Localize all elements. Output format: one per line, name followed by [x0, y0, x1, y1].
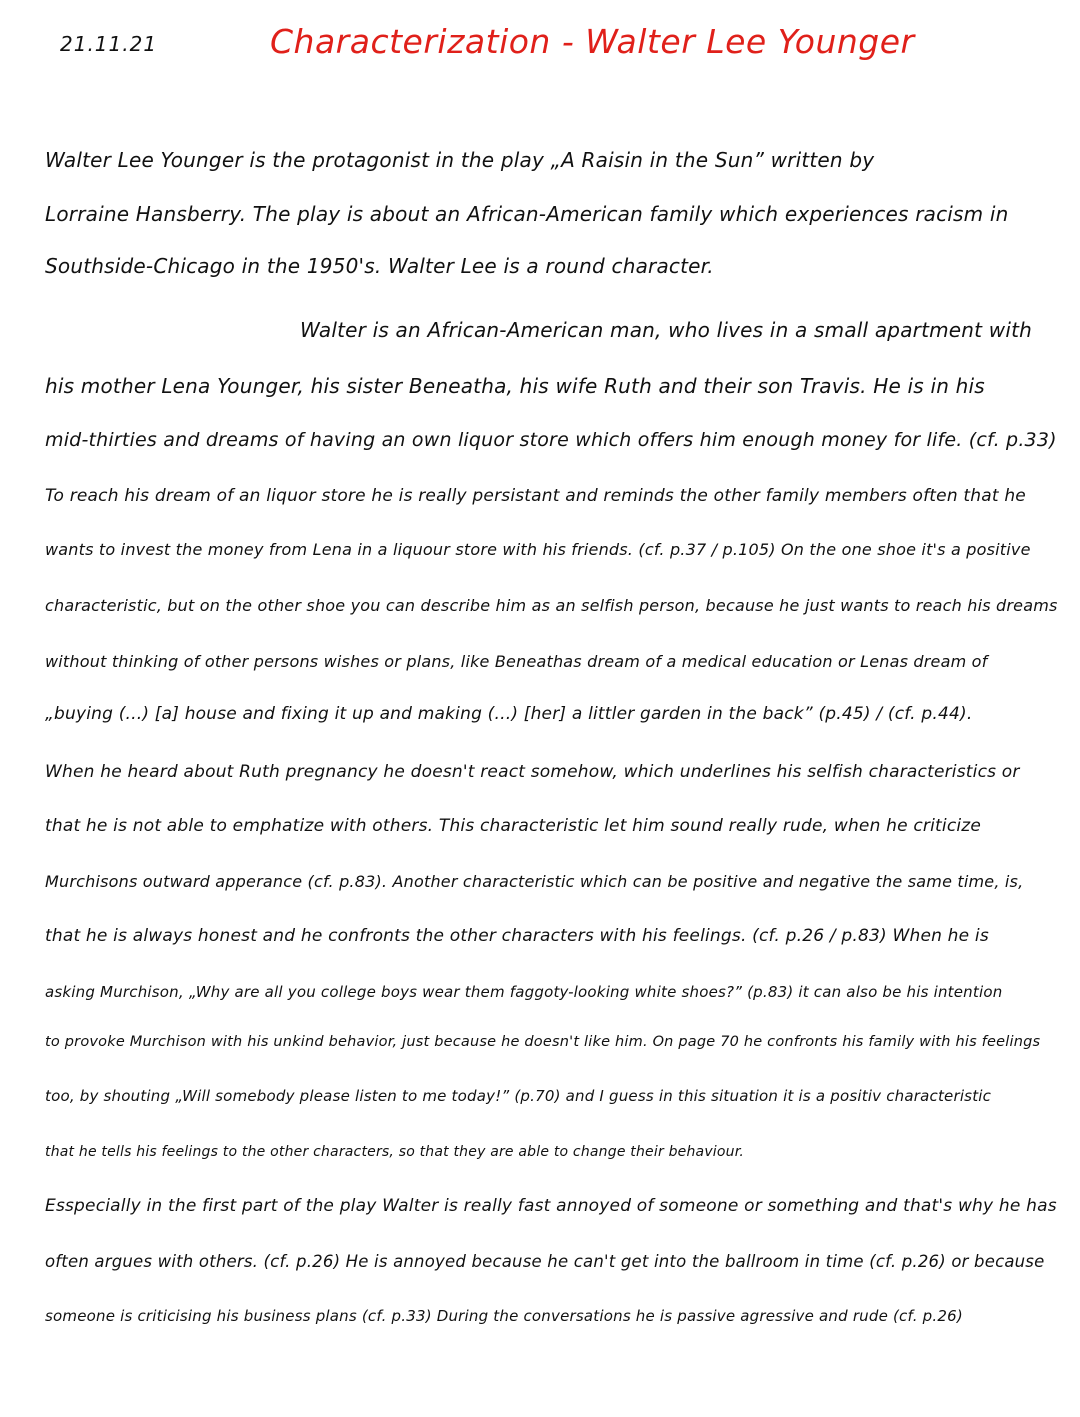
- text-line: characteristic, but on the other shoe you can describe him as an selfish person, because he just wants to reach his dreams: [45, 596, 1058, 615]
- text-line: Esspecially in the first part of the play Walter is really fast annoyed of someone or something and that's why he has: [45, 1196, 1057, 1216]
- text-line: that he is not able to emphatize with others. This characteristic let him sound really rude, when he criticize: [45, 816, 982, 836]
- text-line: Walter is an African-American man, who lives in a small apartment with: [300, 318, 1033, 342]
- text-line: Walter Lee Younger is the protagonist in the play „A Raisin in the Sun” written by: [45, 148, 875, 172]
- text-line: asking Murchison, „Why are all you college boys wear them faggoty-looking white shoes?” (p.83) it can also be his intention: [45, 983, 1003, 1001]
- text-line: wants to invest the money from Lena in a liquour store with his friends. (cf. p.37 / p.105) On the one shoe it's a positive: [45, 540, 1031, 559]
- text-line: someone is criticising his business plans (cf. p.33) During the conversations he is passive agressive and rude (cf. p.26): [45, 1307, 963, 1325]
- text-line: To reach his dream of an liquor store he is really persistant and reminds the other family members often that he: [45, 486, 1026, 506]
- text-line: that he tells his feelings to the other characters, so that they are able to change their behaviour.: [45, 1144, 745, 1160]
- text-line: that he is always honest and he confronts the other characters with his feelings. (cf. p.26 / p.83) When he is: [45, 926, 989, 946]
- text-line: Southside-Chicago in the 1950's. Walter Lee is a round character.: [45, 254, 714, 278]
- text-line: Murchisons outward apperance (cf. p.83). Another characteristic which can be positive and negative the same time, is,: [45, 872, 1024, 891]
- text-line: mid-thirties and dreams of having an own liquor store which offers him enough money for life. (cf. p.33): [45, 429, 1057, 451]
- date: 21.11.21: [60, 32, 158, 56]
- text-line: Lorraine Hansberry. The play is about an African-American family which experiences racism in: [45, 202, 1009, 226]
- text-line: his mother Lena Younger, his sister Beneatha, his wife Ruth and their son Travis. He is in his: [45, 374, 985, 398]
- text-line: When he heard about Ruth pregnancy he doesn't react somehow, which underlines his selfish characteristics or: [45, 762, 1020, 782]
- text-line: without thinking of other persons wishes or plans, like Beneathas dream of a medical education or Lenas dream of: [45, 652, 988, 671]
- text-line: to provoke Murchison with his unkind behavior, just because he doesn't like him. On page 70 he confronts his family with his feelings: [45, 1034, 1041, 1050]
- page-title: Characterization - Walter Lee Younger: [270, 22, 915, 61]
- text-line: „buying (...) [a] house and fixing it up and making (...) [her] a littler garden in the back” (p.45) / (cf. p.44).: [45, 704, 973, 724]
- text-line: too, by shouting „Will somebody please listen to me today!” (p.70) and I guess in this situation it is a positiv characteristic: [45, 1087, 992, 1105]
- text-line: often argues with others. (cf. p.26) He is annoyed because he can't get into the ballroom in time (cf. p.26) or because: [45, 1252, 1045, 1271]
